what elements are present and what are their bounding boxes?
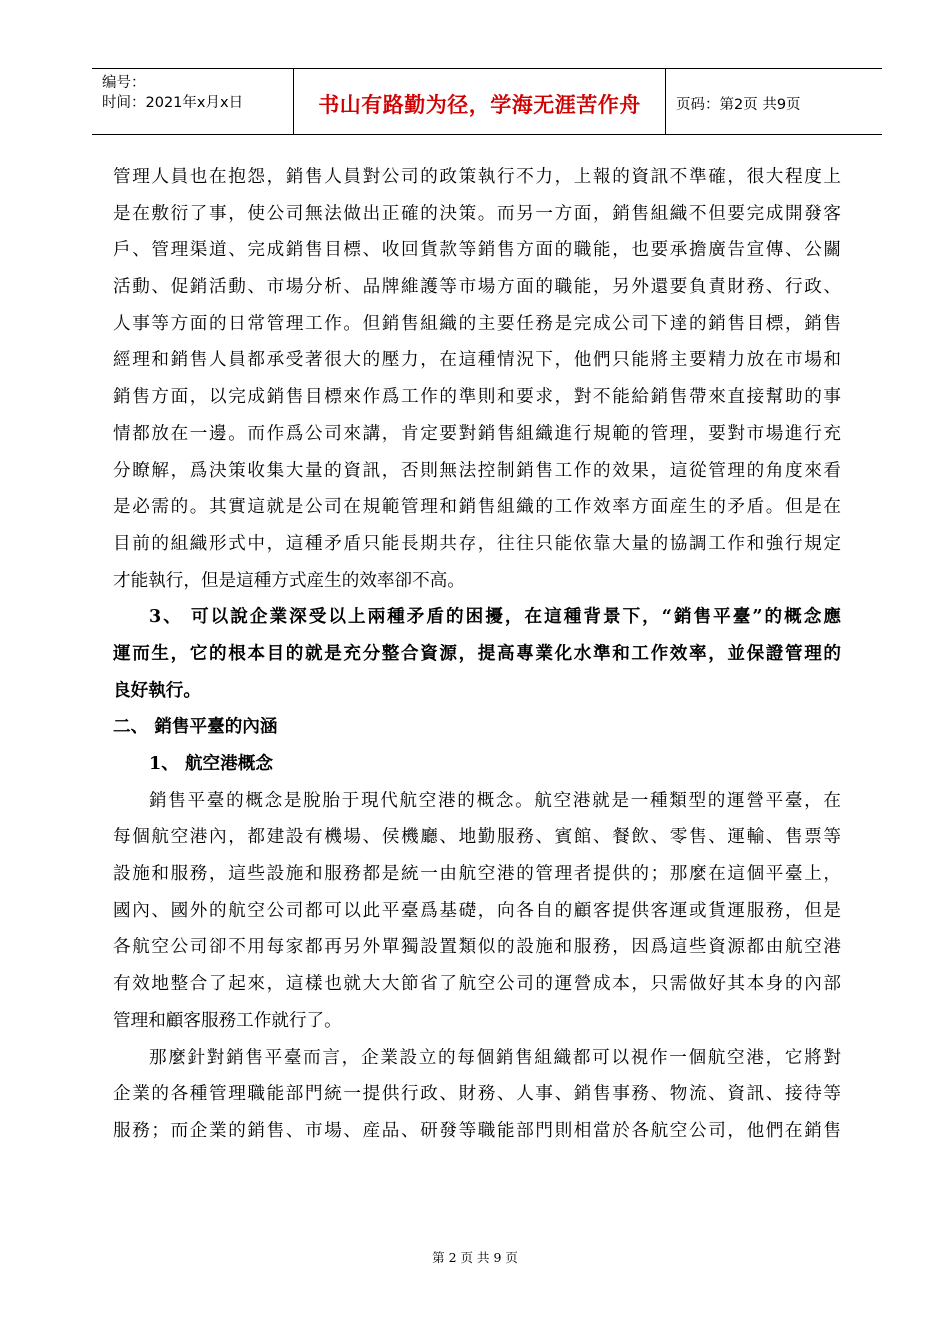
page-footer: [0, 1248, 950, 1266]
section-point-3-line: 良好執行。: [113, 679, 201, 701]
body-line: 銷售平臺的概念是脫胎于現代航空港的概念。航空港就是一種類型的運營平臺，在: [149, 790, 841, 811]
body-line: 管理人員也在抱怨，銷售人員對公司的政策執行不力，上報的資訊不準確，很大程度上: [113, 167, 841, 187]
body-line: 戶、管理渠道、完成銷售目標、收回貨款等銷售方面的職能，也要承擔廣告宣傳、公關: [113, 240, 841, 261]
header-meta-cell: [92, 69, 294, 134]
body-line: 情都放在一邊。而作爲公司來講，肯定要對銷售組織進行規範的管理，要對市場進行充: [113, 423, 841, 444]
document-body: [113, 159, 841, 1150]
footer-prefix: 第: [432, 1250, 445, 1265]
header-page-info: 页码：第2页 共9页: [676, 97, 801, 113]
body-line: 各航空公司卻不用每家都再另外單獨設置類似的設施和服務，因爲這些資源都由航空港: [113, 937, 841, 958]
body-line: 人事等方面的日常管理工作。但銷售組織的主要任務是完成公司下達的銷售目標，銷售: [113, 313, 841, 334]
header-motto-cell: [294, 69, 666, 134]
footer-current-page: 2: [448, 1250, 457, 1265]
document-header: [92, 68, 882, 135]
body-line: 活動、促銷活動、市場分析、品牌維護等市場方面的職能，另外還要負責財務、行政、: [113, 277, 841, 298]
document-time-label: 时间：2021年x月x日: [102, 95, 244, 111]
body-line: 管理和顧客服務工作就行了。: [113, 1010, 342, 1031]
footer-total-pages: 9: [493, 1250, 502, 1265]
body-line: 有效地整合了起來，這樣也就大大節省了航空公司的運營成本，只需做好其本身的內部: [113, 974, 841, 995]
section-heading: 二、 銷售平臺的內涵: [113, 716, 278, 738]
body-line: 每個航空港內，都建設有機場、侯機廳、地勤服務、賓館、餐飲、零售、運輸、售票等: [113, 827, 841, 848]
body-line: 才能執行，但是這種方式産生的效率卻不高。: [113, 570, 465, 591]
body-line: 目前的組織形式中，這種矛盾只能長期共存，往往只能依靠大量的協調工作和強行規定: [113, 533, 841, 554]
body-line: 國內、國外的航空公司都可以此平臺爲基礎，向各自的顧客提供客運或貨運服務，但是: [113, 900, 841, 921]
footer-mid: 页 共: [460, 1250, 490, 1265]
body-line: 企業的各種管理職能部門統一提供行政、財務、人事、銷售事務、物流、資訊、接待等: [113, 1084, 841, 1105]
header-page-cell: [666, 69, 882, 134]
header-motto: 书山有路勤为径，学海无涯苦作舟: [318, 93, 641, 117]
body-line: 經理和銷售人員都承受著很大的壓力，在這種情況下，他們只能將主要精力放在市場和: [113, 350, 841, 371]
section-point-3-line: 3、 可以說企業深受以上兩種矛盾的困擾，在這種背景下，“銷售平臺”的概念應: [149, 606, 841, 628]
body-line: 那麼針對銷售平臺而言，企業設立的每個銷售組織都可以視作一個航空港，它將對: [149, 1047, 841, 1068]
body-line: 銷售方面，以完成銷售目標來作爲工作的準則和要求，對不能給銷售帶來直接幫助的事: [113, 387, 841, 408]
subsection-heading: 1、 航空港概念: [149, 753, 273, 774]
footer-suffix: 页: [505, 1250, 518, 1265]
body-line: 是在敷衍了事，使公司無法做出正確的決策。而另一方面，銷售組織不但要完成開發客: [113, 203, 841, 224]
body-line: 設施和服務，這些設施和服務都是統一由航空港的管理者提供的；那麼在這個平臺上，: [113, 864, 841, 885]
section-point-3-line: 運而生，它的根本目的就是充分整合資源，提高專業化水準和工作效率，並保證管理的: [113, 642, 841, 664]
document-number-label: 编号：: [102, 75, 146, 91]
body-line: 服務；而企業的銷售、市場、産品、研發等職能部門則相當於各航空公司，他們在銷售: [113, 1120, 841, 1141]
body-line: 分瞭解，爲決策收集大量的資訊，否則無法控制銷售工作的效果，這從管理的角度來看: [113, 460, 841, 481]
body-line: 是必需的。其實這就是公司在規範管理和銷售組織的工作效率方面産生的矛盾。但是在: [113, 497, 841, 518]
